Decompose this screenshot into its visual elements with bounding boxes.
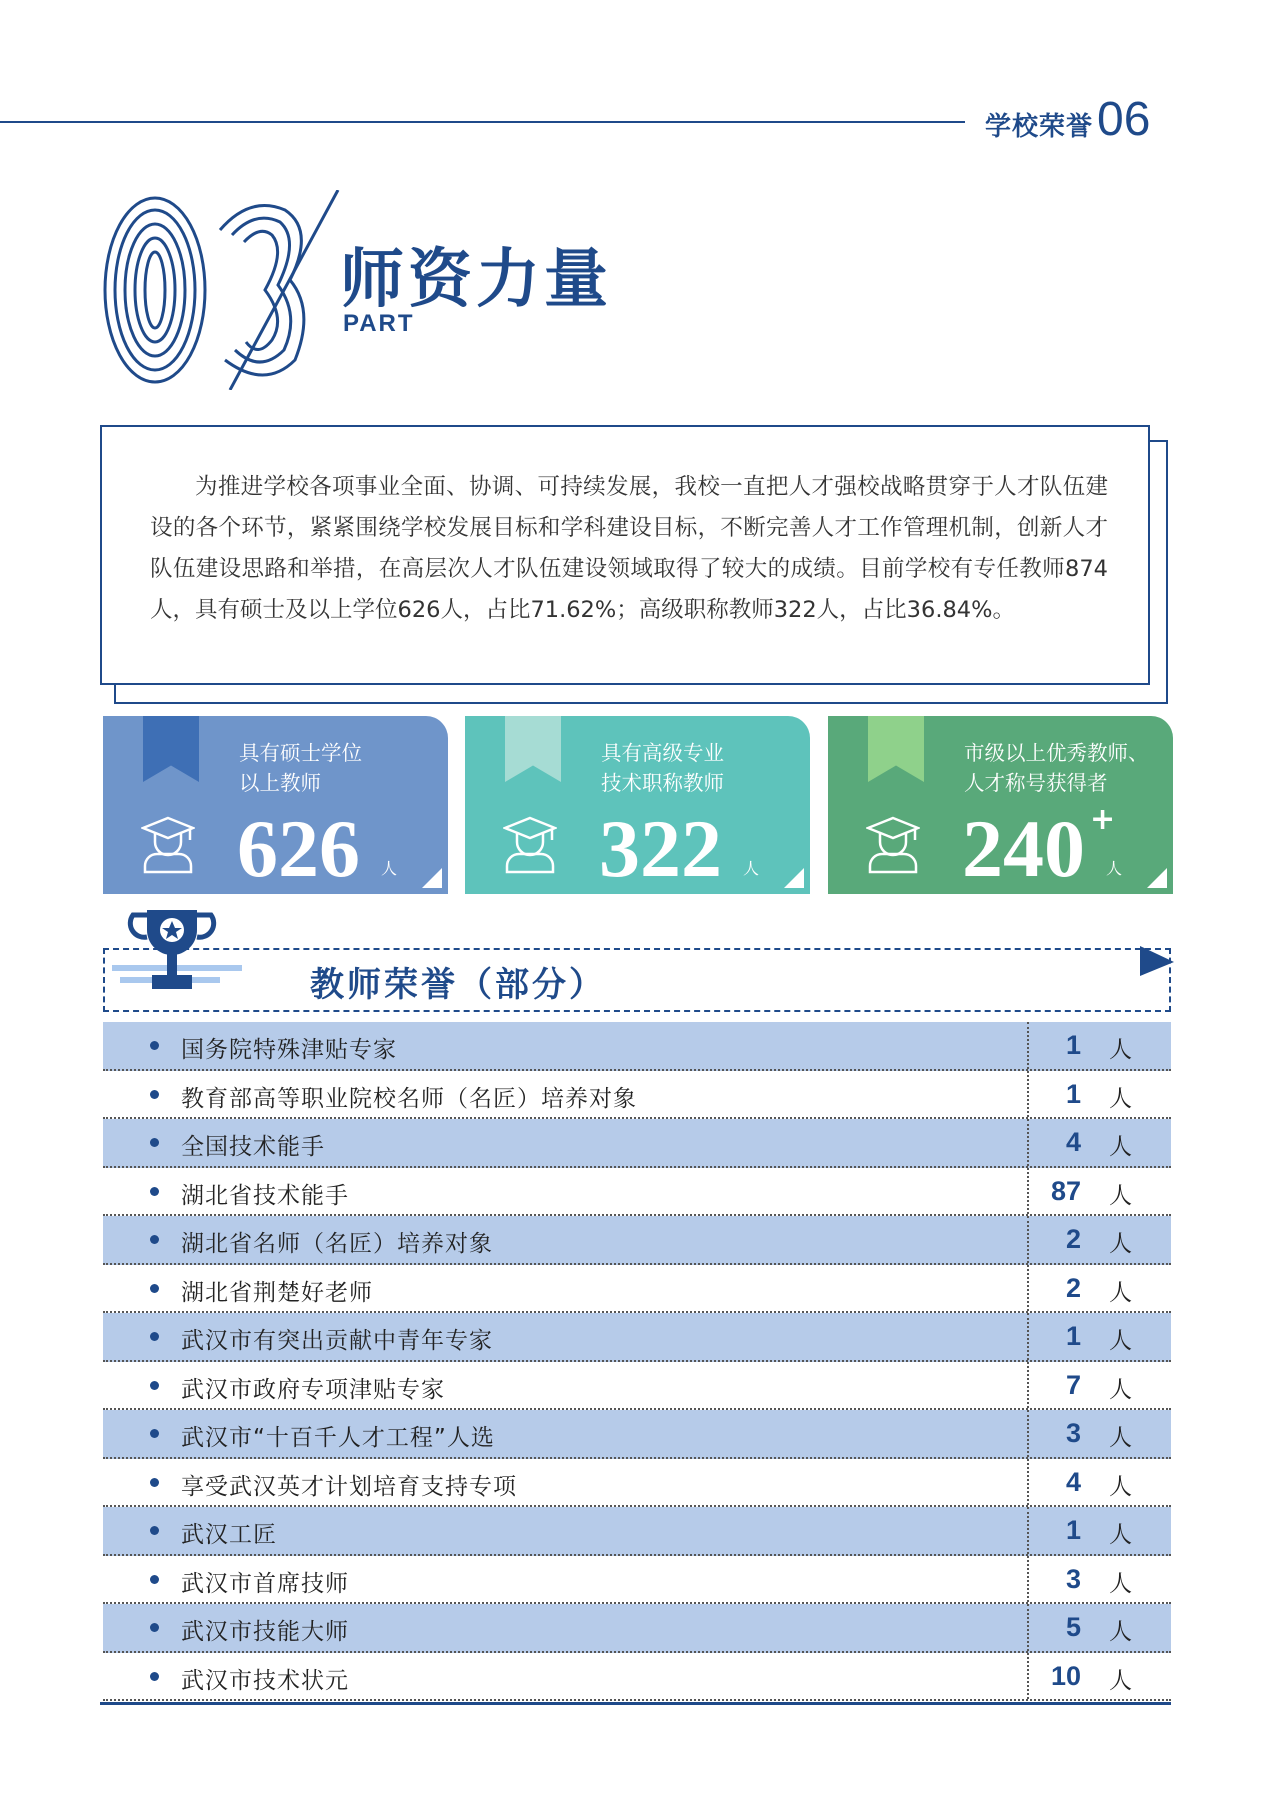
bullet-icon: [150, 1623, 159, 1632]
bullet-icon: [150, 1526, 159, 1535]
table-bottom-rule: [100, 1702, 1171, 1705]
honor-unit: 人: [1109, 1570, 1132, 1597]
graduate-icon: [141, 816, 195, 874]
part-subtitle: PART: [343, 310, 415, 337]
bullet-icon: [150, 1575, 159, 1584]
table-row: [103, 1168, 1171, 1217]
table-row: [103, 1119, 1171, 1168]
honor-unit: 人: [1109, 1085, 1132, 1112]
column-divider: [1027, 1362, 1029, 1409]
table-row: [103, 1022, 1171, 1071]
honor-name: 湖北省荆楚好老师: [181, 1279, 373, 1306]
column-divider: [1027, 1168, 1029, 1215]
honor-unit: 人: [1109, 1522, 1132, 1548]
column-divider: [1027, 1604, 1029, 1651]
stat-label: 市级以上优秀教师、 人才称号获得者: [964, 741, 1149, 795]
honor-count: 2: [1065, 1224, 1081, 1254]
honor-name: 武汉工匠: [181, 1522, 277, 1548]
honor-name: 武汉市技术状元: [181, 1667, 349, 1694]
graduate-icon: [866, 816, 920, 874]
ribbon-icon: [143, 716, 199, 782]
honor-count: 3: [1065, 1563, 1081, 1594]
trophy-icon: [112, 905, 242, 1005]
column-divider: [1027, 1022, 1029, 1069]
column-divider: [1027, 1313, 1029, 1360]
honor-unit: 人: [1109, 1619, 1132, 1645]
honor-unit: 人: [1109, 1667, 1132, 1694]
honor-unit: 人: [1109, 1134, 1132, 1160]
table-row: [103, 1313, 1171, 1362]
honor-count: 1: [1065, 1078, 1081, 1109]
bullet-icon: [150, 1187, 159, 1196]
honor-name: 湖北省名师（名匠）培养对象: [181, 1231, 493, 1257]
stat-value: 322: [599, 803, 722, 894]
bullet-icon: [150, 1138, 159, 1147]
corner-mark: [422, 868, 442, 888]
honors-table: [103, 1022, 1171, 1701]
honor-count: 4: [1065, 1466, 1081, 1497]
honor-count: 3: [1065, 1418, 1081, 1448]
honor-unit: 人: [1109, 1279, 1132, 1306]
honor-name: 全国技术能手: [181, 1134, 325, 1160]
column-divider: [1027, 1265, 1029, 1312]
stat-unit: 人: [743, 859, 760, 878]
graduate-icon: [503, 816, 557, 874]
stat-unit: 人: [381, 859, 398, 878]
honor-unit: 人: [1109, 1473, 1132, 1500]
table-row: [103, 1653, 1171, 1702]
table-row: [103, 1604, 1171, 1653]
column-divider: [1027, 1507, 1029, 1554]
table-row: [103, 1410, 1171, 1459]
honor-name: 武汉市政府专项津贴专家: [181, 1376, 445, 1403]
intro-box: [100, 425, 1150, 685]
honor-unit: 人: [1109, 1425, 1132, 1451]
corner-mark: [1147, 868, 1167, 888]
part-number-graphic: [100, 190, 350, 390]
honors-frame: [103, 948, 1171, 1012]
table-row: [103, 1556, 1171, 1605]
honor-count: 2: [1065, 1272, 1081, 1303]
ribbon-icon: [505, 716, 561, 782]
honor-count: 5: [1065, 1612, 1081, 1642]
page-number: 06: [1097, 93, 1151, 146]
table-row: [103, 1507, 1171, 1556]
table-row: [103, 1216, 1171, 1265]
honor-unit: 人: [1109, 1328, 1132, 1354]
stat-label: 具有硕士学位 以上教师: [239, 741, 362, 795]
honor-count: 1: [1065, 1515, 1081, 1545]
column-divider: [1027, 1459, 1029, 1506]
bullet-icon: [150, 1090, 159, 1099]
bullet-icon: [150, 1429, 159, 1438]
honor-name: 湖北省技术能手: [181, 1182, 349, 1209]
honor-name: 享受武汉英才计划培育支持专项: [181, 1473, 517, 1500]
bullet-icon: [150, 1284, 159, 1293]
column-divider: [1027, 1216, 1029, 1263]
stat-value: 240: [962, 803, 1085, 894]
stat-value: 626: [237, 803, 360, 894]
honor-name: 教育部高等职业院校名师（名匠）培养对象: [181, 1085, 637, 1112]
honor-name: 武汉市技能大师: [181, 1619, 349, 1645]
bullet-icon: [150, 1041, 159, 1050]
honor-count: 87: [1050, 1175, 1081, 1206]
column-divider: [1027, 1071, 1029, 1118]
honor-unit: 人: [1109, 1376, 1132, 1403]
column-divider: [1027, 1653, 1029, 1700]
bullet-icon: [150, 1235, 159, 1244]
stat-card-masters: [103, 716, 448, 894]
honors-title: 教师荣誉（部分）: [310, 965, 606, 1005]
honor-count: 1: [1065, 1030, 1081, 1060]
honor-count: 1: [1065, 1321, 1081, 1351]
part-title: 师资力量: [340, 243, 612, 317]
bullet-icon: [150, 1381, 159, 1390]
honor-name: 武汉市“十百千人才工程”人选: [181, 1425, 495, 1451]
honor-unit: 人: [1109, 1231, 1132, 1257]
section-tag: [985, 93, 1151, 146]
stat-card-senior-title: [465, 716, 810, 894]
section-label: 学校荣誉: [985, 112, 1094, 142]
honor-unit: 人: [1109, 1182, 1132, 1209]
table-row: [103, 1071, 1171, 1120]
corner-mark: [784, 868, 804, 888]
bullet-icon: [150, 1478, 159, 1487]
ribbon-icon: [868, 716, 924, 782]
stat-label: 具有高级专业 技术职称教师: [601, 741, 724, 795]
honor-count: 7: [1065, 1369, 1081, 1400]
column-divider: [1027, 1556, 1029, 1603]
stat-card-excellent-teachers: [828, 716, 1173, 894]
column-divider: [1027, 1119, 1029, 1166]
bullet-icon: [150, 1672, 159, 1681]
honor-unit: 人: [1109, 1037, 1132, 1063]
header-rule: [0, 121, 965, 123]
honor-count: 4: [1065, 1127, 1081, 1157]
stat-unit: 人: [1106, 859, 1123, 878]
column-divider: [1027, 1410, 1029, 1457]
intro-text: 为推进学校各项事业全面、协调、可持续发展，我校一直把人才强校战略贯穿于人才队伍建设的各个环节，紧紧围绕学校发展目标和学科建设目标，不断完善人才工作管理机制，创新人才队伍建设思路和举措，在高层次人才队伍建设领域取得了较大的成绩。目前学校有专任教师874人，具有硕士及以上学位626人，占比71.62%；高级职称教师322人，占比36.84%。: [150, 474, 1108, 623]
honor-name: 武汉市有突出贡献中青年专家: [181, 1328, 493, 1354]
honor-name: 武汉市首席技师: [181, 1570, 349, 1597]
flag-icon: [1138, 946, 1174, 980]
honor-name: 国务院特殊津贴专家: [181, 1037, 397, 1063]
stat-plus: +: [1090, 802, 1116, 837]
honor-count: 10: [1050, 1660, 1081, 1691]
table-row: [103, 1459, 1171, 1508]
table-row: [103, 1362, 1171, 1411]
bullet-icon: [150, 1332, 159, 1341]
table-row: [103, 1265, 1171, 1314]
